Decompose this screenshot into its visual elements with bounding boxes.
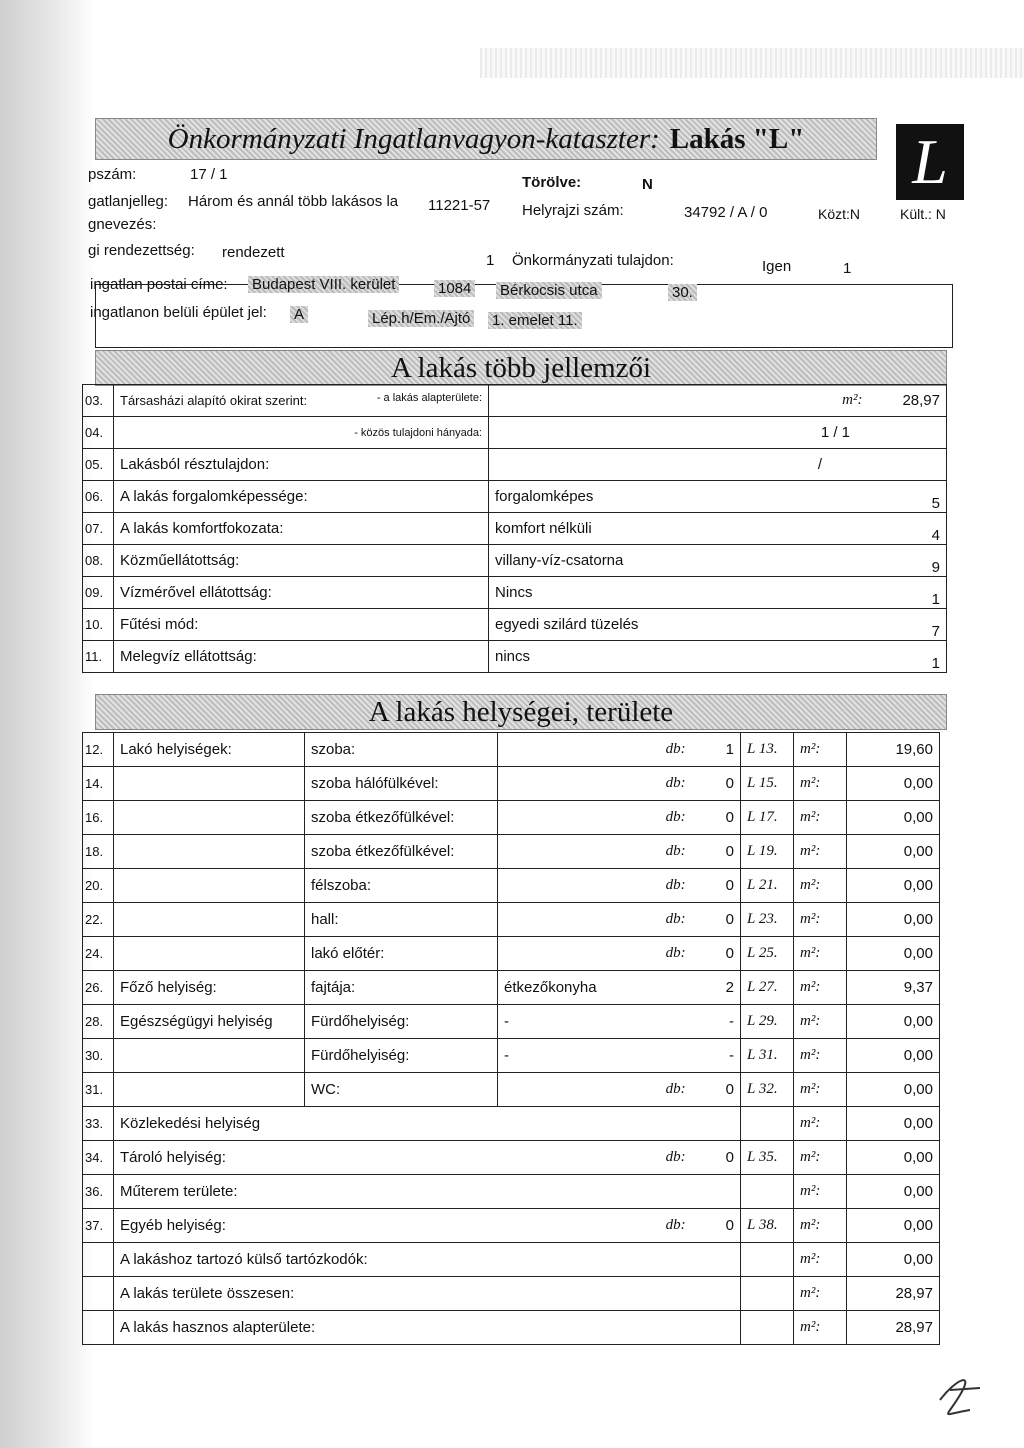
section2-title: A lakás helységei, területe bbox=[368, 695, 674, 728]
section1-banner bbox=[95, 350, 947, 386]
room-ref bbox=[741, 1277, 794, 1311]
megnev-label: gnevezés: bbox=[88, 216, 157, 233]
db-label: db: bbox=[665, 1217, 686, 1233]
row-number: 28. bbox=[83, 1005, 114, 1039]
page-title-banner bbox=[95, 118, 877, 160]
area-unit: m²: bbox=[794, 971, 847, 1005]
characteristic-row bbox=[83, 609, 947, 641]
characteristic-row bbox=[83, 513, 947, 545]
area-unit: m²: bbox=[794, 869, 847, 903]
onk-label: Önkormányzati tulajdon: bbox=[512, 252, 674, 269]
summary-label-text: Közlekedési helyiség bbox=[120, 1115, 261, 1132]
row-value-cell bbox=[489, 513, 947, 545]
room-row bbox=[83, 767, 940, 801]
room-group bbox=[114, 767, 305, 801]
summary-label bbox=[114, 1243, 741, 1277]
room-group bbox=[114, 869, 305, 903]
summary-label-text: A lakáshoz tartozó külső tartózkodók: bbox=[120, 1251, 368, 1268]
summary-label-text: Műterem területe: bbox=[120, 1183, 238, 1200]
db-label: db: bbox=[665, 911, 686, 927]
row-number: 12. bbox=[83, 733, 114, 767]
room-row bbox=[83, 903, 940, 937]
unit-label: m²: bbox=[842, 392, 863, 408]
room-detail bbox=[498, 801, 741, 835]
category-logo: L bbox=[896, 124, 964, 200]
room-ref: L 17. bbox=[741, 801, 794, 835]
room-ref bbox=[741, 1243, 794, 1277]
row-label bbox=[114, 513, 489, 545]
room-kind: étkezőkonyha bbox=[504, 979, 597, 996]
summary-label bbox=[114, 1277, 741, 1311]
room-count: 0 bbox=[725, 809, 734, 826]
row-value: / bbox=[817, 456, 822, 473]
room-area: 0,00 bbox=[847, 1243, 940, 1277]
row-label bbox=[114, 577, 489, 609]
cim-value: Budapest VIII. kerület bbox=[248, 276, 399, 293]
room-ref: L 15. bbox=[741, 767, 794, 801]
row-label-text: Közműellátottság: bbox=[120, 552, 240, 569]
room-type: lakó előtér: bbox=[305, 937, 498, 971]
room-group bbox=[114, 903, 305, 937]
room-count: 1 bbox=[725, 741, 734, 758]
room-ref: L 32. bbox=[741, 1073, 794, 1107]
row-number: 22. bbox=[83, 903, 114, 937]
helyrajzi-label: Helyrajzi szám: bbox=[522, 202, 624, 219]
row-number: 03. bbox=[83, 385, 114, 417]
room-ref: L 29. bbox=[741, 1005, 794, 1039]
scan-noise bbox=[480, 48, 1024, 78]
summary-label bbox=[114, 1107, 741, 1141]
jelleg-value: Három és annál több lakásos la bbox=[188, 193, 399, 210]
room-ref: L 35. bbox=[741, 1141, 794, 1175]
row-code: 1 bbox=[931, 655, 940, 672]
hrsz-label: pszám: bbox=[88, 166, 137, 183]
summary-label bbox=[114, 1311, 741, 1345]
room-ref: L 25. bbox=[741, 937, 794, 971]
row-number bbox=[83, 1311, 114, 1345]
room-ref: L 23. bbox=[741, 903, 794, 937]
db-label: db: bbox=[665, 1149, 686, 1165]
row-number: 16. bbox=[83, 801, 114, 835]
room-ref bbox=[741, 1107, 794, 1141]
room-count: 0 bbox=[725, 1217, 734, 1234]
row-label-text: Társasházi alapító okirat szerint: bbox=[120, 393, 308, 408]
room-summary-row bbox=[83, 1209, 940, 1243]
room-kind: - bbox=[504, 1013, 509, 1030]
room-detail bbox=[498, 1005, 741, 1039]
row-sublabel: - közös tulajdoni hányada: bbox=[354, 426, 482, 439]
room-area: 28,97 bbox=[847, 1277, 940, 1311]
row-code: 1 bbox=[931, 591, 940, 608]
room-summary-row bbox=[83, 1277, 940, 1311]
room-type: szoba étkezőfülkével: bbox=[305, 835, 498, 869]
row-number: 05. bbox=[83, 449, 114, 481]
room-group bbox=[114, 1073, 305, 1107]
room-area: 0,00 bbox=[847, 801, 940, 835]
row-value-cell bbox=[489, 577, 947, 609]
room-area: 0,00 bbox=[847, 1039, 940, 1073]
room-count: 0 bbox=[725, 775, 734, 792]
area-unit: m²: bbox=[794, 1209, 847, 1243]
row-label-text: Melegvíz ellátottság: bbox=[120, 648, 257, 665]
room-group: Egészségügyi helyiség bbox=[114, 1005, 305, 1039]
epulet-value: A bbox=[290, 306, 308, 323]
row-value-cell bbox=[489, 609, 947, 641]
room-area: 0,00 bbox=[847, 1209, 940, 1243]
room-ref bbox=[741, 1175, 794, 1209]
onk-code: 1 bbox=[843, 260, 852, 277]
row-label bbox=[114, 449, 489, 481]
room-type: félszoba: bbox=[305, 869, 498, 903]
room-count: - bbox=[729, 1047, 734, 1064]
onk-value: Igen bbox=[762, 258, 792, 275]
room-count: 0 bbox=[725, 911, 734, 928]
room-summary-row bbox=[83, 1243, 940, 1277]
area-unit: m²: bbox=[794, 835, 847, 869]
room-area: 0,00 bbox=[847, 1175, 940, 1209]
room-count: 0 bbox=[725, 1149, 734, 1166]
row-number: 09. bbox=[83, 577, 114, 609]
row-number: 14. bbox=[83, 767, 114, 801]
row-label-text: Vízmérővel ellátottság: bbox=[120, 584, 272, 601]
room-summary-row bbox=[83, 1311, 940, 1345]
section1-title: A lakás több jellemzői bbox=[390, 351, 652, 384]
scan-edge-shadow bbox=[0, 0, 95, 1448]
room-summary-row bbox=[83, 1141, 940, 1175]
room-row bbox=[83, 1073, 940, 1107]
room-ref: L 38. bbox=[741, 1209, 794, 1243]
helyrajzi-value: 34792 / A / 0 bbox=[684, 204, 768, 221]
row-label-text: A lakás komfortfokozata: bbox=[120, 520, 284, 537]
room-ref bbox=[741, 1311, 794, 1345]
area-unit: m²: bbox=[794, 1073, 847, 1107]
room-area: 0,00 bbox=[847, 1107, 940, 1141]
room-count: 2 bbox=[725, 979, 734, 996]
room-kind: - bbox=[504, 1047, 509, 1064]
room-row bbox=[83, 937, 940, 971]
row-label-text: Lakásból résztulajdon: bbox=[120, 456, 270, 473]
rend-value: rendezett bbox=[222, 244, 285, 261]
row-number: 33. bbox=[83, 1107, 114, 1141]
room-type: Fürdőhelyiség: bbox=[305, 1039, 498, 1073]
kult-flag: Kült.: N bbox=[900, 206, 946, 222]
row-value-cell bbox=[489, 481, 947, 513]
rooms-table bbox=[82, 732, 940, 1345]
summary-label-text: A lakás hasznos alapterülete: bbox=[120, 1319, 316, 1336]
area-unit: m²: bbox=[794, 1311, 847, 1345]
row-number: 30. bbox=[83, 1039, 114, 1073]
torolve-value: N bbox=[642, 176, 653, 193]
row-text: Nincs bbox=[495, 584, 533, 601]
lepcso-label: Lép.h/Em./Ajtó bbox=[368, 310, 474, 327]
room-count: 0 bbox=[725, 877, 734, 894]
room-ref: L 31. bbox=[741, 1039, 794, 1073]
row-label-text: A lakás forgalomképessége: bbox=[120, 488, 308, 505]
hsz-value: 30. bbox=[668, 284, 697, 301]
row-number: 36. bbox=[83, 1175, 114, 1209]
kozt-flag: Közt:N bbox=[818, 206, 861, 222]
section2-banner bbox=[95, 694, 947, 730]
room-row bbox=[83, 835, 940, 869]
room-detail bbox=[498, 971, 741, 1005]
room-row bbox=[83, 869, 940, 903]
row-label bbox=[114, 481, 489, 513]
irsz-value: 1084 bbox=[434, 280, 475, 297]
db-label: db: bbox=[665, 843, 686, 859]
area-unit: m²: bbox=[794, 1277, 847, 1311]
summary-label-text: Egyéb helyiség: bbox=[120, 1217, 226, 1234]
room-type: WC: bbox=[305, 1073, 498, 1107]
area-unit: m²: bbox=[794, 1039, 847, 1073]
row-label bbox=[114, 641, 489, 673]
row-number: 26. bbox=[83, 971, 114, 1005]
row-label bbox=[114, 417, 489, 449]
room-area: 0,00 bbox=[847, 1073, 940, 1107]
room-row bbox=[83, 733, 940, 767]
room-type: hall: bbox=[305, 903, 498, 937]
row-value: 1 / 1 bbox=[820, 424, 850, 441]
area-unit: m²: bbox=[794, 1243, 847, 1277]
row-number: 20. bbox=[83, 869, 114, 903]
jelleg-label: gatlanjelleg: bbox=[88, 193, 169, 210]
row-value: 28,97 bbox=[902, 392, 940, 409]
room-area: 0,00 bbox=[847, 1005, 940, 1039]
row-sublabel: - a lakás alapterülete: bbox=[376, 392, 482, 404]
room-detail bbox=[498, 869, 741, 903]
room-count: - bbox=[729, 1013, 734, 1030]
room-area: 0,00 bbox=[847, 937, 940, 971]
row-code: 9 bbox=[931, 559, 940, 576]
characteristic-row bbox=[83, 449, 947, 481]
characteristic-row bbox=[83, 577, 947, 609]
row-number: 11. bbox=[83, 641, 114, 673]
signature bbox=[930, 1360, 990, 1420]
row-label bbox=[114, 545, 489, 577]
torolve-label: Törölve: bbox=[522, 174, 582, 191]
db-label: db: bbox=[665, 809, 686, 825]
area-unit: m²: bbox=[794, 1175, 847, 1209]
area-unit: m²: bbox=[794, 903, 847, 937]
room-row bbox=[83, 801, 940, 835]
row-text: forgalomképes bbox=[495, 488, 594, 505]
row-label bbox=[114, 385, 489, 417]
row-number: 04. bbox=[83, 417, 114, 449]
hrsz-value: 17 / 1 bbox=[190, 166, 228, 183]
characteristic-row bbox=[83, 481, 947, 513]
room-group: Főző helyiség: bbox=[114, 971, 305, 1005]
room-detail bbox=[498, 937, 741, 971]
utca-value: Bérkocsis utca bbox=[496, 282, 602, 299]
db-label: db: bbox=[665, 945, 686, 961]
row-label-text: Fűtési mód: bbox=[120, 616, 199, 633]
row-number: 24. bbox=[83, 937, 114, 971]
area-unit: m²: bbox=[794, 1141, 847, 1175]
summary-label bbox=[114, 1141, 741, 1175]
area-unit: m²: bbox=[794, 1107, 847, 1141]
room-ref: L 21. bbox=[741, 869, 794, 903]
row-number: 08. bbox=[83, 545, 114, 577]
area-unit: m²: bbox=[794, 733, 847, 767]
area-unit: m²: bbox=[794, 767, 847, 801]
room-count: 0 bbox=[725, 843, 734, 860]
room-area: 0,00 bbox=[847, 903, 940, 937]
row-value-cell bbox=[489, 385, 947, 417]
row-value-cell bbox=[489, 449, 947, 481]
row-text: nincs bbox=[495, 648, 531, 665]
emelet-value: 1. emelet 11. bbox=[488, 312, 582, 329]
room-row bbox=[83, 1005, 940, 1039]
row-number: 07. bbox=[83, 513, 114, 545]
room-ref: L 13. bbox=[741, 733, 794, 767]
room-count: 0 bbox=[725, 1081, 734, 1098]
row-number: 10. bbox=[83, 609, 114, 641]
room-ref: L 27. bbox=[741, 971, 794, 1005]
room-detail bbox=[498, 733, 741, 767]
characteristic-row bbox=[83, 641, 947, 673]
epulet-label: ingatlanon belüli épület jel: bbox=[90, 304, 267, 321]
summary-label bbox=[114, 1209, 741, 1243]
room-group bbox=[114, 937, 305, 971]
row-code: 7 bbox=[931, 623, 940, 640]
row-value-cell bbox=[489, 641, 947, 673]
summary-label-text: A lakás területe összesen: bbox=[120, 1285, 295, 1302]
area-unit: m²: bbox=[794, 801, 847, 835]
room-count: 0 bbox=[725, 945, 734, 962]
room-type: Fürdőhelyiség: bbox=[305, 1005, 498, 1039]
db-label: db: bbox=[665, 877, 686, 893]
room-area: 28,97 bbox=[847, 1311, 940, 1345]
room-type: fajtája: bbox=[305, 971, 498, 1005]
room-detail bbox=[498, 903, 741, 937]
cim-label: ingatlan postai címe: bbox=[90, 276, 228, 293]
row-number: 37. bbox=[83, 1209, 114, 1243]
summary-label-text: Tároló helyiség: bbox=[120, 1149, 226, 1166]
db-label: db: bbox=[665, 741, 686, 757]
rend-label: gi rendezettség: bbox=[88, 242, 195, 259]
row-value-cell bbox=[489, 545, 947, 577]
room-detail bbox=[498, 1039, 741, 1073]
room-area: 0,00 bbox=[847, 1141, 940, 1175]
row-code: 5 bbox=[931, 495, 940, 512]
summary-label bbox=[114, 1175, 741, 1209]
room-area: 19,60 bbox=[847, 733, 940, 767]
rend-code: 1 bbox=[486, 252, 495, 269]
room-type: szoba: bbox=[305, 733, 498, 767]
room-summary-row bbox=[83, 1175, 940, 1209]
row-text: komfort nélküli bbox=[495, 520, 592, 537]
room-summary-row bbox=[83, 1107, 940, 1141]
characteristic-row bbox=[83, 417, 947, 449]
characteristics-table bbox=[82, 384, 947, 673]
row-number bbox=[83, 1277, 114, 1311]
row-code: 4 bbox=[931, 527, 940, 544]
room-detail bbox=[498, 767, 741, 801]
room-area: 0,00 bbox=[847, 767, 940, 801]
room-detail bbox=[498, 835, 741, 869]
row-text: egyedi szilárd tüzelés bbox=[495, 616, 639, 633]
row-value-cell bbox=[489, 417, 947, 449]
row-label bbox=[114, 609, 489, 641]
page-title: Önkormányzati Ingatlanvagyon-kataszter: bbox=[167, 122, 660, 155]
row-number: 18. bbox=[83, 835, 114, 869]
area-unit: m²: bbox=[794, 937, 847, 971]
characteristic-row bbox=[83, 545, 947, 577]
room-area: 0,00 bbox=[847, 835, 940, 869]
db-label: db: bbox=[665, 775, 686, 791]
room-row bbox=[83, 1039, 940, 1073]
row-number: 34. bbox=[83, 1141, 114, 1175]
room-type: szoba étkezőfülkével: bbox=[305, 801, 498, 835]
characteristic-row bbox=[83, 385, 947, 417]
room-group bbox=[114, 801, 305, 835]
room-area: 9,37 bbox=[847, 971, 940, 1005]
room-area: 0,00 bbox=[847, 869, 940, 903]
jelleg-code: 11221-57 bbox=[428, 197, 491, 214]
room-type: szoba hálófülkével: bbox=[305, 767, 498, 801]
room-detail bbox=[498, 1073, 741, 1107]
room-group: Lakó helyiségek: bbox=[114, 733, 305, 767]
row-number: 06. bbox=[83, 481, 114, 513]
row-text: villany-víz-csatorna bbox=[495, 552, 624, 569]
db-label: db: bbox=[665, 1081, 686, 1097]
room-group bbox=[114, 835, 305, 869]
row-number bbox=[83, 1243, 114, 1277]
room-group bbox=[114, 1039, 305, 1073]
row-number: 31. bbox=[83, 1073, 114, 1107]
page-title-bold: Lakás "L" bbox=[669, 122, 805, 155]
area-unit: m²: bbox=[794, 1005, 847, 1039]
room-row bbox=[83, 971, 940, 1005]
room-ref: L 19. bbox=[741, 835, 794, 869]
